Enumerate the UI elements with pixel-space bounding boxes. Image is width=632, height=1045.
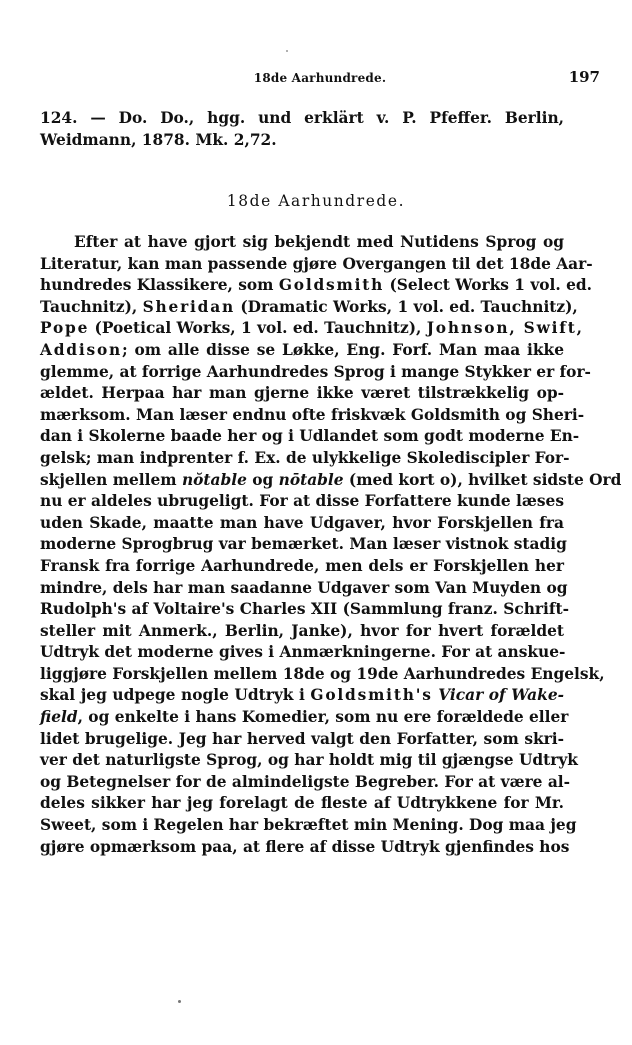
speck-mark xyxy=(286,50,288,52)
entry-line: Weidmann, 1878. Mk. 2,72. xyxy=(40,130,277,149)
text-line: uden Skade, maatte man have Udgaver, hvor Forskjellen fra xyxy=(40,513,564,532)
author-name: Goldsmith's xyxy=(310,686,433,705)
text-run: (Poetical Works, 1 vol. ed. Tauchnitz), xyxy=(89,319,427,338)
text-line: Literatur, kan man passende gjøre Overgangen til det 18de Aar- xyxy=(40,254,593,273)
author-name: Sheridan xyxy=(142,297,235,316)
entry-line: 124. — Do. Do., hgg. und erklärt v. P. Pfeffer. Berlin, xyxy=(40,109,564,127)
text-run: (Dramatic Works, 1 vol. ed. Tauchnitz), xyxy=(234,297,578,316)
author-name: Pope xyxy=(40,319,90,338)
text-line: glemme, at forrige Aarhundredes Sprog i mange Stykker er for- xyxy=(40,362,591,381)
text-line xyxy=(40,318,584,340)
book-title: field xyxy=(40,708,78,727)
text-line xyxy=(40,297,578,319)
text-run: (Select Works 1 vol. ed. xyxy=(384,276,593,295)
author-name: Johnson, Swift, xyxy=(426,319,584,338)
text-line: Efter at have gjort sig bekjendt med Nutidens Sprog og xyxy=(74,233,564,251)
text-run: ; om alle disse se Løkke, Eng. Forf. Man maa ikke xyxy=(122,340,564,359)
author-name: Addison xyxy=(40,340,123,359)
speck-mark xyxy=(178,1000,181,1003)
text-line: moderne Sprogbrug var bemærket. Man læser vistnok stadig xyxy=(40,535,567,554)
text-line: Fransk fra forrige Aarhundrede, men dels er Forskjellen her xyxy=(40,556,564,575)
text-line: ver det naturligste Sprog, og har holdt mig til gjængse Udtryk xyxy=(40,751,578,770)
text-line: deles sikker har jeg forelagt de fleste af Udtrykkene for Mr. xyxy=(40,794,564,813)
bibliography-entry xyxy=(40,108,564,151)
author-name: Goldsmith xyxy=(278,276,385,295)
text-run: Tauchnitz), xyxy=(40,297,143,316)
page-number: 197 xyxy=(568,68,600,86)
text-line: nu er aldeles ubrugeligt. For at disse Forfattere kunde læses xyxy=(40,492,564,511)
text-line: steller mit Anmerk., Berlin, Janke), hvor for hvert forældet xyxy=(40,621,564,640)
italic-word: nōtable xyxy=(278,470,344,489)
text-line xyxy=(40,470,622,492)
text-line: ældet. Herpaa har man gjerne ikke været tilstrækkelig op- xyxy=(40,384,564,403)
text-run: og xyxy=(246,470,279,489)
text-line: dan i Skolerne baade her og i Udlandet som godt moderne En- xyxy=(40,427,580,446)
page-header xyxy=(40,68,600,88)
text-line: gjøre opmærksom paa, at flere af disse Udtryk gjenfindes hos xyxy=(40,837,570,856)
text-line: gelsk; man indprenter f. Ex. de ulykkelige Skolediscipler For- xyxy=(40,448,570,467)
text-line xyxy=(40,707,569,729)
italic-word: nŏtable xyxy=(181,470,247,489)
text-run: (med kort o), hvilket sidste Ord xyxy=(343,470,622,489)
text-run: skal jeg udpege nogle Udtryk i xyxy=(40,686,311,705)
text-line: lidet brugelige. Jeg har herved valgt den Forfatter, som skri- xyxy=(40,729,564,748)
text-line: mindre, dels har man saadanne Udgaver som Van Muyden og xyxy=(40,578,568,597)
text-line: Udtryk det moderne gives i Anmærkningerne. For at anskue- xyxy=(40,643,566,662)
text-run: skjellen mellem xyxy=(40,470,182,489)
text-line: liggjøre Forskjellen mellem 18de og 19de Aarhundredes Engelsk, xyxy=(40,664,605,683)
text-line: og Betegnelser for de almindeligste Begreber. For at være al- xyxy=(40,772,571,791)
text-line xyxy=(40,275,593,297)
section-heading: 18de Aarhundrede. xyxy=(226,192,406,210)
text-run: hundredes Klassikere, som xyxy=(40,276,279,295)
body-paragraph xyxy=(40,232,622,858)
text-line xyxy=(40,685,564,707)
text-line: Rudolph's af Voltaire's Charles XII (Sammlung franz. Schrift- xyxy=(40,600,569,619)
text-line: mærksom. Man læser endnu ofte friskvæk Goldsmith og Sheri- xyxy=(40,405,585,424)
book-title: Vicar of Wake- xyxy=(438,686,565,705)
running-head: 18de Aarhundrede. xyxy=(253,71,387,85)
text-line xyxy=(40,340,564,362)
text-line: Sweet, som i Regelen har bekræftet min Mening. Dog maa jeg xyxy=(40,816,577,835)
text-run: , og enkelte i hans Komedier, som nu ere forældede eller xyxy=(77,708,569,727)
